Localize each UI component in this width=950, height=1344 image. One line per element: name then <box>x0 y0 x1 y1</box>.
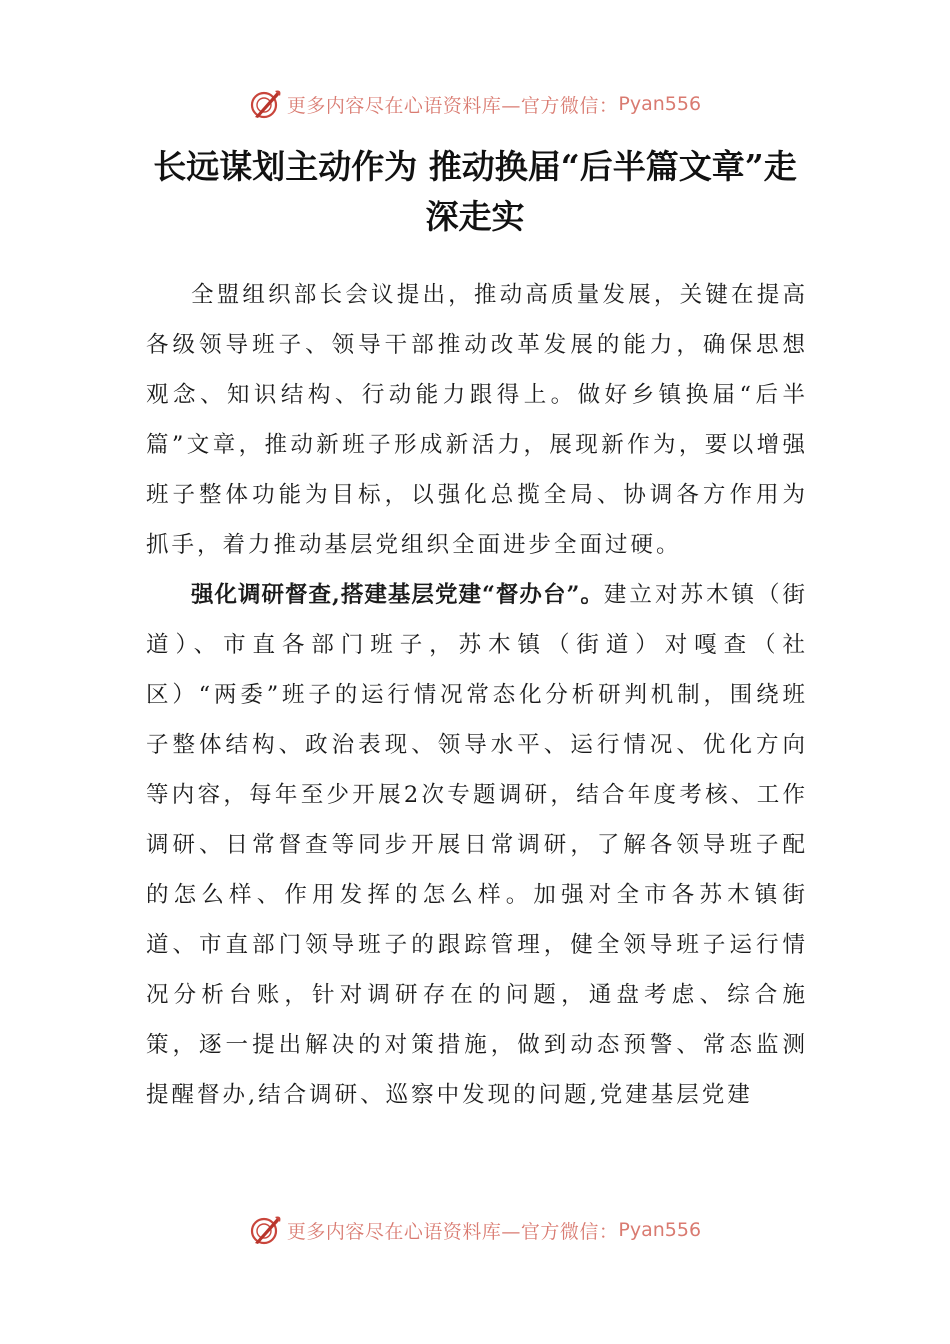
paragraph-intro <box>146 270 808 570</box>
watermark-handle: Pyan556 <box>618 93 702 115</box>
paragraph-text: 建立对苏木镇（街道）、市直各部门班子，苏木镇（街道）对嘎查（社区）“两委”班子的运行情况常态化分析研判机制，围绕班子整体结构、政治表现、领导水平、运行情况、优化方向等内容，每年至少开展2次专题调研，结合年度考核、工作调研、日常督查等同步开展日常调研，了解各领导班子配的怎么样、作用发挥的怎么样。加强对全市各苏木镇街道、市直部门领导班子的跟踪管理，健全领导班子运行情况分析台账，针对调研存在的问题，通盘考虑、综合施策，逐一提出解决的对策措施，做到动态预警、常态监测提醒督办,结合调研、巡察中发现的问题,党建基层党建 <box>146 582 808 1108</box>
paragraph-text: 全盟组织部长会议提出，推动高质量发展，关键在提高各级领导班子、领导干部推动改革发展的能力，确保思想观念、知识结构、行动能力跟得上。做好乡镇换届“后半篇”文章，推动新班子形成新活力，展现新作为，要以增强班子整体功能为目标，以强化总揽全局、协调各方作用为抓手，着力推动基层党组织全面进步全面过硬。 <box>146 282 808 558</box>
header-watermark <box>0 84 950 124</box>
footer-watermark <box>0 1210 950 1250</box>
quill-logo-icon <box>249 1213 283 1247</box>
paragraph-section-1 <box>146 570 808 1120</box>
watermark-text: 更多内容尽在心语资料库—官方微信： <box>286 1220 619 1243</box>
document-title: 长远谋划主动作为 推动换届“后半篇文章”走深走实 <box>153 147 797 236</box>
watermark-handle: Pyan556 <box>618 1219 702 1241</box>
paragraph-lead: 强化调研督查,搭建基层党建“督办台”。 <box>191 582 604 608</box>
watermark-text: 更多内容尽在心语资料库—官方微信： <box>286 94 619 117</box>
quill-logo-icon <box>249 87 283 121</box>
document-body <box>146 270 808 1120</box>
